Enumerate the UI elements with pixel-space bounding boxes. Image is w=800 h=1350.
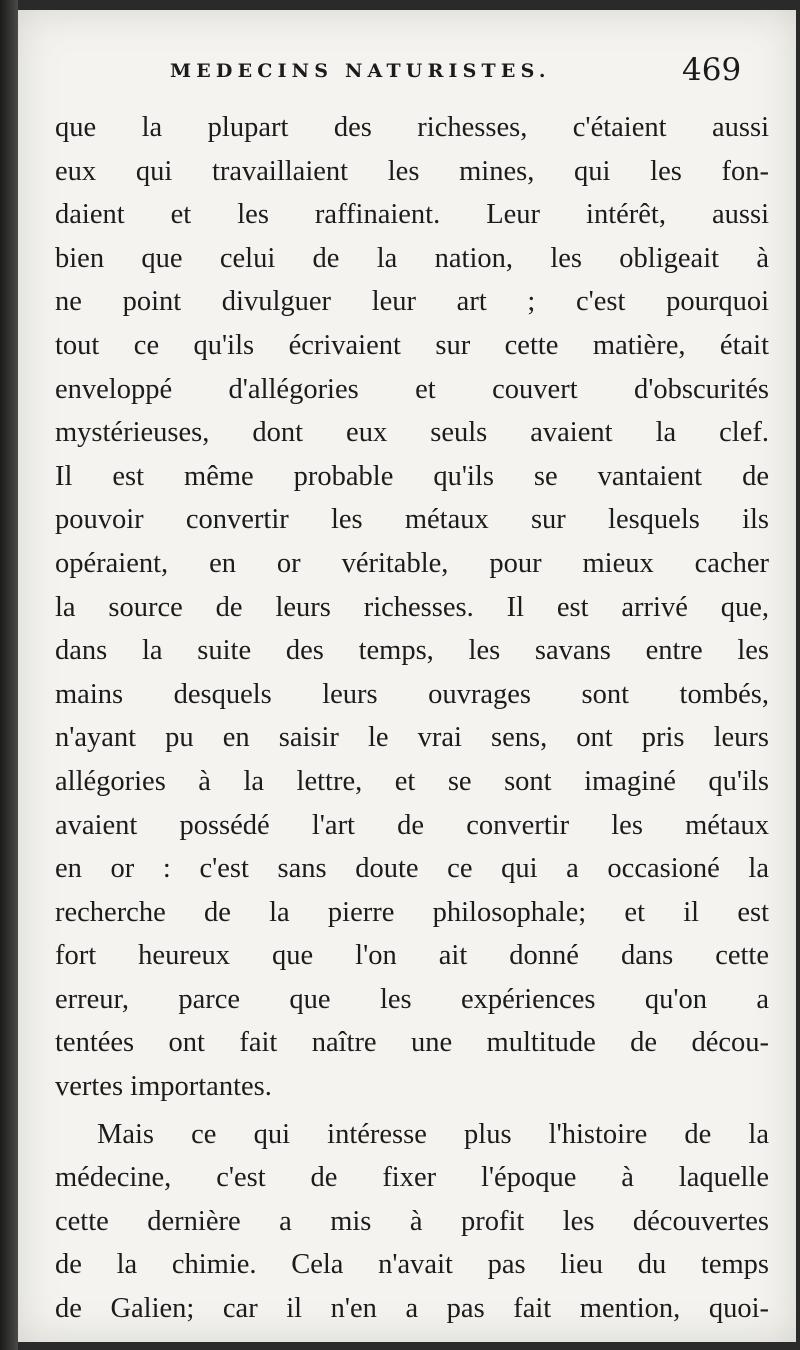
- text-line: que la plupart des richesses, c'étaient aussi: [55, 112, 769, 143]
- text-line: allégories à la lettre, et se sont imaginé qu'ils: [55, 765, 769, 797]
- page-header: [18, 52, 796, 102]
- paragraph-1: [55, 106, 769, 1109]
- text-line: n'ayant pu en saisir le vrai sens, ont pris leurs: [55, 722, 769, 754]
- text-line: ne point divulguer leur art ; c'est pourquoi: [55, 286, 769, 318]
- text-line: en or : c'est sans doute ce qui a occasioné la: [55, 853, 769, 885]
- text-line: fort heureux que l'on ait donné dans cette: [55, 940, 769, 972]
- text-line: cette dernière a mis à profit les découvertes: [55, 1205, 769, 1237]
- text-line: pouvoir convertir les métaux sur lesquels ils: [55, 504, 769, 536]
- text-line: recherche de la pierre philosophale; et il est: [55, 896, 769, 928]
- book-page: [18, 10, 796, 1342]
- text-line: enveloppé d'allégories et couvert d'obscurités: [55, 373, 769, 405]
- text-line: mystérieuses, dont eux seuls avaient la clef.: [55, 417, 769, 449]
- text-line: bien que celui de la nation, les obligeait à: [55, 242, 769, 274]
- text-line: la source de leurs richesses. Il est arrivé que,: [55, 591, 769, 623]
- body-text: [55, 106, 769, 1331]
- text-line: opéraient, en or véritable, pour mieux cacher: [55, 547, 769, 579]
- paragraph-2: [55, 1113, 769, 1331]
- text-line: dans la suite des temps, les savans entre les: [55, 635, 769, 667]
- text-line: mains desquels leurs ouvrages sont tombés,: [55, 678, 769, 710]
- text-line: de la chimie. Cela n'avait pas lieu du temps: [55, 1249, 769, 1281]
- text-line: avaient possédé l'art de convertir les métaux: [55, 809, 769, 841]
- text-line: tentées ont fait naître une multitude de décou-: [55, 1027, 769, 1059]
- page-number: 469: [682, 52, 742, 88]
- running-title: MEDECINS NATURISTES.: [170, 60, 551, 82]
- text-line: daient et les raffinaient. Leur intérêt, aussi: [55, 199, 769, 231]
- text-line: tout ce qu'ils écrivaient sur cette matière, était: [55, 329, 769, 361]
- text-line: de Galien; car il n'en a pas fait mention, quoi-: [55, 1293, 769, 1325]
- text-line: Mais ce qui intéresse plus l'histoire de la: [97, 1118, 769, 1150]
- text-line: eux qui travaillaient les mines, qui les fon-: [55, 155, 769, 187]
- text-line: médecine, c'est de fixer l'époque à laquelle: [55, 1162, 769, 1194]
- text-line: vertes importantes.: [55, 1071, 272, 1103]
- text-line: erreur, parce que les expériences qu'on a: [55, 983, 769, 1015]
- text-line: Il est même probable qu'ils se vantaient de: [55, 460, 769, 492]
- scan-left-edge: [0, 0, 18, 1350]
